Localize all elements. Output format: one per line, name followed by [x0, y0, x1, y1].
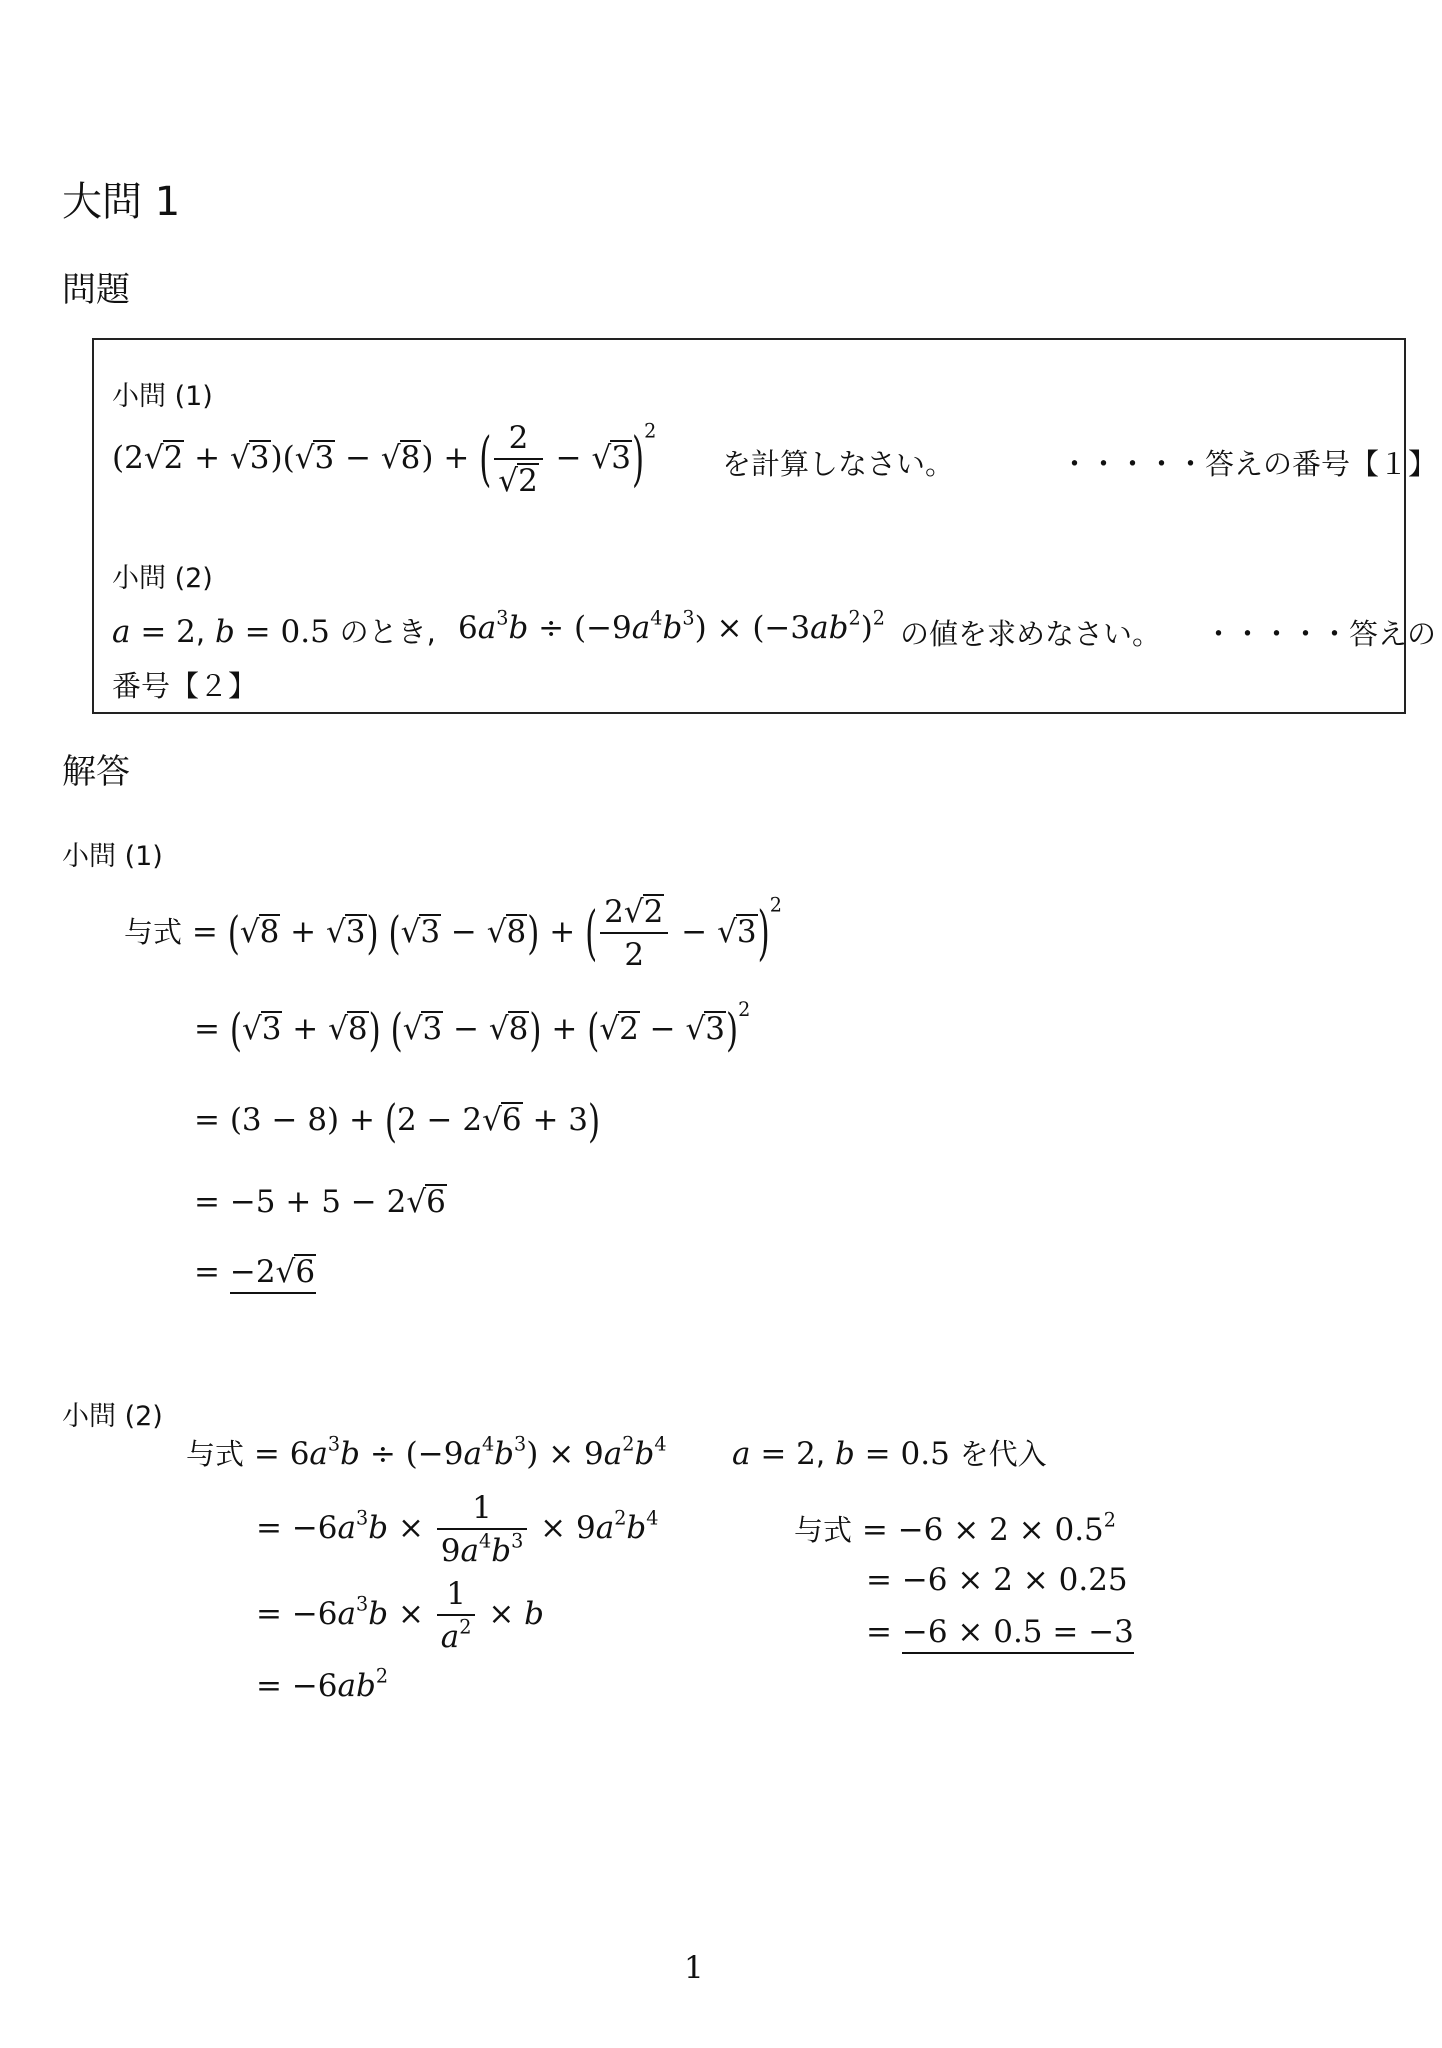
sol2-calc-3: = −6 × 0.5 = −3 — [866, 1614, 1134, 1650]
q2-label: 小問 (2) — [112, 563, 213, 594]
sol1-line-4: = −5 + 5 − 2√6 — [194, 1184, 446, 1220]
page-number: 1 — [684, 1950, 704, 1986]
answer-heading: 解答 — [62, 752, 130, 792]
sol2-calc-yoshiki: 与式 — [794, 1513, 853, 1547]
sol2-line-2: = $-6a^3b$ × $\frac{1}{9a^4b^3}$ × $9a^2b^4$ — [256, 1490, 659, 1569]
sol2-calc-2: = −6 × 2 × 0.25 — [866, 1562, 1128, 1598]
q2-condition: a = 2, b = 0.5 のとき, — [112, 614, 436, 650]
sol1-line-2: = (√3 + √8) $(√3 - √8) + (√2 - √3)^2$ — [194, 998, 751, 1057]
sol2-line-3: = $-6a^3b$ × $\frac{1}{a^2}$ × b — [256, 1576, 545, 1655]
q1-instruction: を計算しなさい。 — [722, 447, 955, 481]
problem-box — [92, 338, 1406, 714]
sol2-line-4: = $-6ab^2$ — [256, 1664, 389, 1704]
q2-expression: $6a^3b \div (-9a^4b^3) \times (-3ab^2)^2$ — [458, 606, 886, 646]
sol2-final-answer: −6 × 0.5 = −3 — [902, 1614, 1134, 1654]
sol1-line-5: = −2√6 — [194, 1254, 316, 1290]
q2-answer-number-cont: 番号【２】 — [112, 669, 258, 703]
q2-answer-number: ・・・・・答えの — [1204, 617, 1437, 651]
sol1-final-answer: −2√6 — [230, 1254, 316, 1294]
sol2-label: 小問 (2) — [62, 1401, 163, 1432]
q1-label: 小問 (1) — [112, 381, 213, 412]
sol2-subst-text: を代入 — [959, 1437, 1047, 1471]
q1-answer-number: ・・・・・答えの番号【１】 — [1060, 447, 1438, 481]
sol1-yoshiki: 与式 — [124, 915, 183, 949]
page-title: 大問 1 — [62, 179, 181, 225]
sol1-label: 小問 (1) — [62, 841, 163, 872]
q1-expression: (2√2 + √3)(√3 − √8) + ( $\frac{2}{√2}$ − √3)$^2$ — [112, 419, 657, 499]
problem-heading: 問題 — [62, 270, 130, 310]
sol2-substitute: a = 2, b = 0.5 を代入 — [732, 1436, 1047, 1472]
sol1-line-3: = (3 − 8) + (2 − 2√6 + 3) — [194, 1095, 601, 1148]
sol1-line-1: 与式 = (√8 + √3) (√3 − √8) + ( $\frac{2√2}{2}$ − √3)$^2$ — [124, 893, 782, 973]
q2-instruction: の値を求めなさい。 — [900, 617, 1162, 651]
sol2-line-1: 与式 = $6a^3b \div (-9a^4b^3) \times 9a^2b^4$ — [186, 1432, 667, 1472]
sol2-yoshiki: 与式 — [186, 1437, 245, 1471]
sol2-calc-1: 与式 = $-6 \times 2 \times 0.5^2$ — [794, 1508, 1117, 1548]
